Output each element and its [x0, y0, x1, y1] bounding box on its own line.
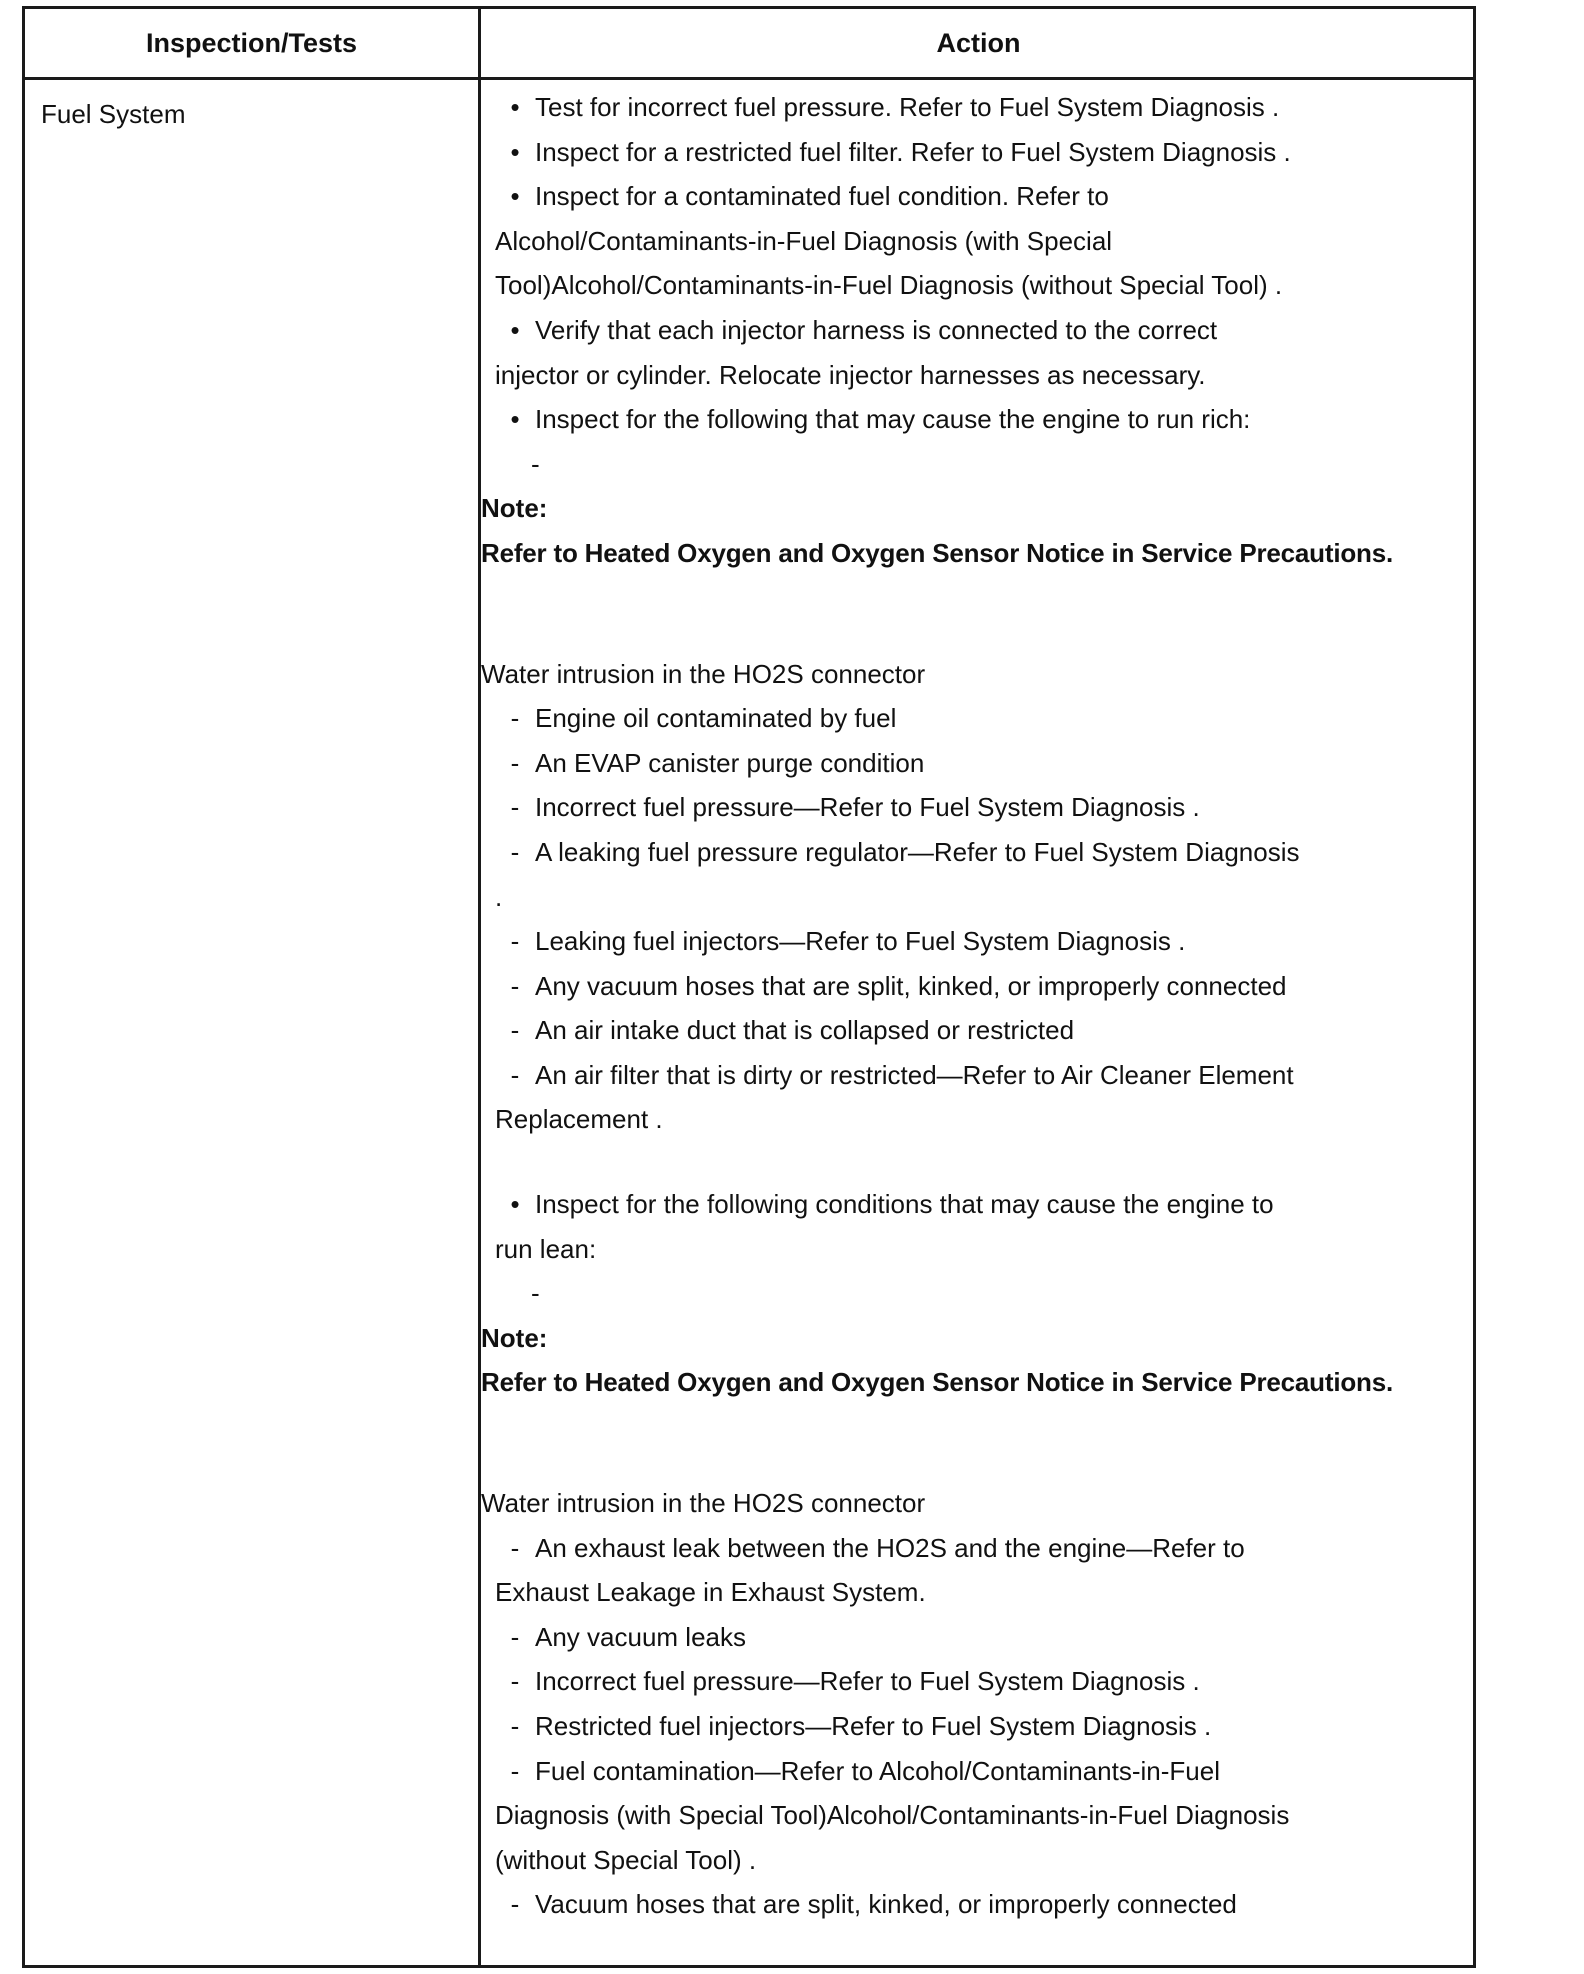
note-text: Refer to Heated Oxygen and Oxygen Sensor Notice in Service Precautions. — [481, 537, 1393, 568]
dash-item — [481, 785, 1471, 830]
dash-marker: - — [510, 1755, 520, 1786]
line-text: Engine oil contaminated by fuel — [535, 703, 897, 734]
line-text: run lean: — [495, 1233, 597, 1264]
bullet-marker: • — [510, 1189, 520, 1220]
continuation-line — [481, 1793, 1471, 1838]
line-text: Inspect for a restricted fuel filter. Refer to Fuel System Diagnosis . — [535, 136, 1291, 167]
rich-conditions-list — [481, 652, 1471, 1143]
row-label-fuel-system: Fuel System — [41, 99, 186, 129]
line-text: Inspect for the following conditions that may cause the engine to — [535, 1189, 1274, 1220]
line-text: injector or cylinder. Relocate injector harnesses as necessary. — [495, 359, 1206, 390]
dash-marker: - — [510, 1015, 520, 1046]
continuation-line — [481, 1481, 1471, 1526]
dash-item — [481, 696, 1471, 741]
line-text: Test for incorrect fuel pressure. Refer to Fuel System Diagnosis . — [535, 92, 1280, 122]
line-text: Water intrusion in the HO2S connector — [481, 658, 926, 689]
continuation-line — [481, 1097, 1471, 1142]
dash-item — [481, 919, 1471, 964]
line-text: Fuel contamination—Refer to Alcohol/Contaminants-in-Fuel — [535, 1755, 1221, 1786]
bullet-item — [481, 130, 1471, 175]
line-text: (without Special Tool) . — [495, 1844, 757, 1875]
bullet-marker: • — [510, 314, 520, 345]
dash-item — [481, 741, 1471, 786]
dash-marker: - — [510, 792, 520, 823]
continuation-line — [481, 353, 1471, 398]
line-text: Alcohol/Contaminants-in-Fuel Diagnosis (with Special — [495, 225, 1113, 256]
bullet-item — [481, 308, 1471, 353]
line-text: Any vacuum leaks — [535, 1621, 746, 1652]
dash-marker: - — [510, 703, 520, 734]
note-label: Note: — [481, 1322, 548, 1353]
note-label: Note: — [481, 493, 548, 524]
bullet-marker: • — [510, 136, 520, 167]
action-steps — [481, 85, 1471, 442]
action-cell — [481, 85, 1471, 1927]
line-text: Inspect for the following that may cause the engine to run rich: — [535, 404, 1251, 435]
lean-intro — [481, 1182, 1471, 1271]
continuation-line — [481, 652, 1471, 697]
line-text: An air intake duct that is collapsed or restricted — [535, 1015, 1075, 1046]
line-text: Incorrect fuel pressure—Refer to Fuel System Diagnosis . — [535, 1666, 1200, 1697]
dash-item — [481, 1704, 1471, 1749]
dash-item — [481, 1615, 1471, 1660]
bullet-item — [481, 174, 1471, 219]
dash-item — [481, 1659, 1471, 1704]
dash-marker: - — [510, 836, 520, 867]
continuation-line — [481, 1227, 1471, 1272]
continuation-line — [481, 219, 1471, 264]
line-text: Incorrect fuel pressure—Refer to Fuel System Diagnosis . — [535, 792, 1200, 823]
bullet-marker: • — [510, 404, 520, 435]
line-text: Inspect for a contaminated fuel condition. Refer to — [535, 181, 1109, 212]
note-text: Refer to Heated Oxygen and Oxygen Sensor Notice in Service Precautions. — [481, 1367, 1393, 1398]
dash-item — [481, 1008, 1471, 1053]
dash-item — [481, 1882, 1471, 1927]
line-text: Verify that each injector harness is connected to the correct — [535, 314, 1218, 345]
line-text: Any vacuum hoses that are split, kinked, or improperly connected — [535, 970, 1287, 1001]
header-inspection-tests: Inspection/Tests — [145, 27, 358, 58]
line-text: An exhaust leak between the HO2S and the engine—Refer to — [535, 1532, 1245, 1563]
bullet-marker: • — [510, 92, 520, 122]
header-divider — [25, 77, 1473, 80]
line-text: Vacuum hoses that are split, kinked, or improperly connected — [535, 1889, 1237, 1920]
inspection-table — [22, 6, 1476, 1968]
continuation-line — [481, 875, 1471, 920]
dash-item — [481, 1749, 1471, 1794]
dash-marker: - — [510, 926, 520, 957]
dash-marker: - — [510, 1711, 520, 1741]
bullet-marker: • — [510, 181, 520, 212]
line-text: Tool)Alcohol/Contaminants-in-Fuel Diagnosis (without Special Tool) . — [495, 270, 1283, 301]
line-text: Replacement . — [495, 1104, 663, 1135]
dash-marker: - — [510, 1889, 520, 1920]
dash-marker: - — [510, 1621, 520, 1652]
bullet-item — [481, 1182, 1471, 1227]
sub-dash-marker: - — [531, 448, 540, 479]
dash-marker: - — [510, 1666, 520, 1697]
sub-dash-marker: - — [531, 1278, 540, 1309]
dash-marker: - — [510, 1532, 520, 1563]
lean-conditions-list — [481, 1481, 1471, 1927]
line-text: Leaking fuel injectors—Refer to Fuel System Diagnosis . — [535, 926, 1186, 957]
line-text: Exhaust Leakage in Exhaust System. — [495, 1577, 926, 1608]
dash-marker: - — [510, 747, 520, 778]
header-action: Action — [936, 27, 1021, 58]
dash-marker: - — [510, 970, 520, 1001]
line-text: An air filter that is dirty or restricted—Refer to Air Cleaner Element — [535, 1059, 1294, 1090]
bullet-item — [481, 85, 1471, 130]
line-text: . — [495, 881, 503, 912]
dash-marker: - — [510, 1059, 520, 1090]
line-text: Restricted fuel injectors—Refer to Fuel System Diagnosis . — [535, 1711, 1212, 1741]
line-text: Diagnosis (with Special Tool)Alcohol/Contaminants-in-Fuel Diagnosis — [495, 1800, 1290, 1831]
continuation-line — [481, 263, 1471, 308]
dash-item — [481, 1053, 1471, 1098]
line-text: Water intrusion in the HO2S connector — [481, 1488, 926, 1519]
line-text: A leaking fuel pressure regulator—Refer to Fuel System Diagnosis — [535, 836, 1300, 867]
line-text: An EVAP canister purge condition — [535, 747, 925, 778]
continuation-line — [481, 1838, 1471, 1883]
continuation-line — [481, 1570, 1471, 1615]
dash-item — [481, 1526, 1471, 1571]
dash-item — [481, 964, 1471, 1009]
bullet-item — [481, 397, 1471, 442]
dash-item — [481, 830, 1471, 875]
